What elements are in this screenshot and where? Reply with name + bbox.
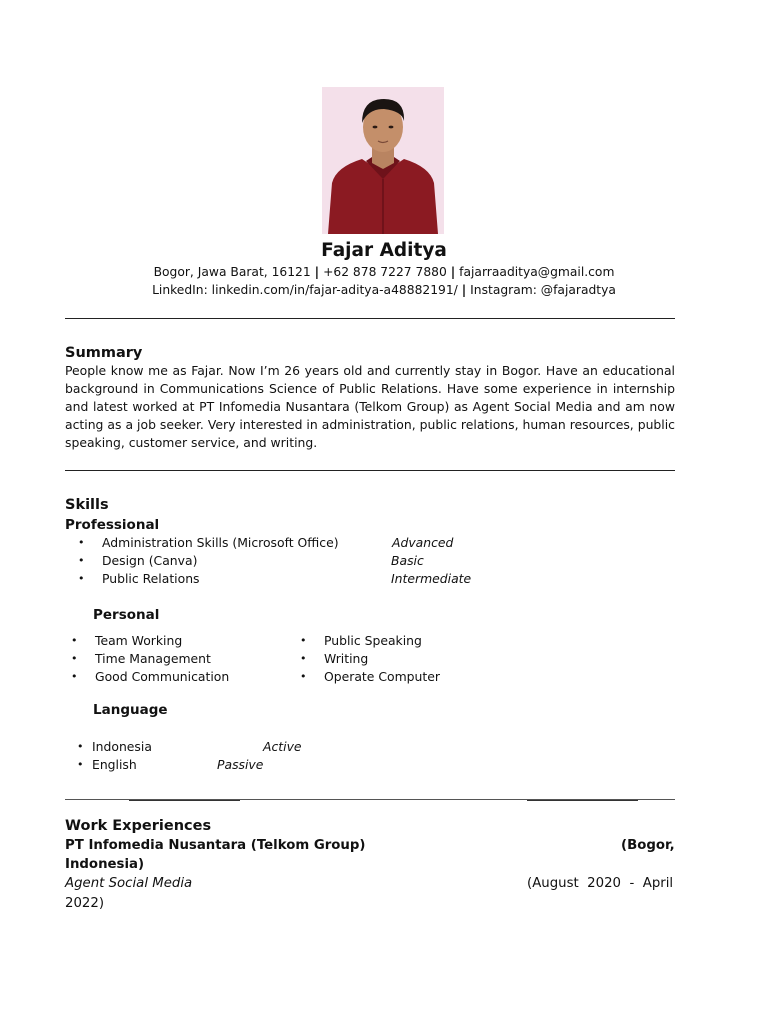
company-name: PT Infomedia Nusantara (Telkom Group) <box>65 838 366 853</box>
summary-text: People know me as Fajar. Now I’m 26 years old and currently stay in Bogor. Have an educational background in Communications Science of Public Relations. Have some experience in internship and latest worked at PT Infomedia Nusantara (Telkom Group) as Agent Social Media and am now acting as a job seeker. Very interested in administration, public relations, human resources, public speaking, customer service, and writing. <box>65 363 675 450</box>
work-heading: Work Experiences <box>65 818 212 834</box>
professional-skill-level: Advanced <box>392 535 454 550</box>
professional-skill-level: Intermediate <box>391 571 472 586</box>
section-divider <box>65 318 675 319</box>
professional-skill-level: Basic <box>391 553 424 568</box>
section-divider-accent <box>527 800 638 801</box>
personal-skill: Team Working <box>95 633 183 648</box>
language-heading: Language <box>93 702 168 718</box>
contact-separator: | <box>314 265 320 279</box>
language-level: Passive <box>217 757 264 772</box>
bullet-icon: • <box>78 536 85 549</box>
bullet-icon: • <box>71 670 78 683</box>
bullet-icon: • <box>300 670 307 683</box>
professional-skill-name: Design (Canva) <box>102 553 198 568</box>
personal-skill: Operate Computer <box>324 669 440 684</box>
professional-skill-name: Public Relations <box>102 571 200 586</box>
work-location-cont: Indonesia) <box>65 857 145 872</box>
linkedin-text: LinkedIn: linkedin.com/in/fajar-aditya-a48882191/ <box>152 283 458 297</box>
summary-heading: Summary <box>65 345 143 361</box>
instagram-text: Instagram: @fajaradtya <box>470 283 616 297</box>
location-text: Bogor, Jawa Barat, 16121 <box>153 265 311 279</box>
contact-separator: | <box>461 283 467 297</box>
work-location: (Bogor, <box>621 838 675 853</box>
contact-separator: | <box>450 265 456 279</box>
contact-line-social <box>0 281 768 299</box>
bullet-icon: • <box>77 740 84 753</box>
phone-text: +62 878 7227 7880 <box>323 265 447 279</box>
personal-skill: Good Communication <box>95 669 230 684</box>
work-period-cont: 2022) <box>65 896 105 911</box>
job-title: Agent Social Media <box>65 876 193 891</box>
bullet-icon: • <box>77 758 84 771</box>
profile-photo-illustration <box>322 87 444 234</box>
contact-line-primary <box>0 263 768 281</box>
personal-skill: Public Speaking <box>324 633 422 648</box>
bullet-icon: • <box>71 652 78 665</box>
section-divider-accent <box>129 800 240 801</box>
profile-photo <box>322 87 444 234</box>
language-name: English <box>92 757 137 772</box>
language-level: Active <box>263 739 302 754</box>
bullet-icon: • <box>300 634 307 647</box>
personal-heading: Personal <box>93 607 160 623</box>
personal-skill: Writing <box>324 651 369 666</box>
professional-skill-name: Administration Skills (Microsoft Office) <box>102 535 339 550</box>
bullet-icon: • <box>78 554 85 567</box>
work-period: (August 2020 - April <box>527 876 674 891</box>
language-name: Indonesia <box>92 739 152 754</box>
skills-heading: Skills <box>65 497 109 513</box>
section-divider <box>65 470 675 471</box>
bullet-icon: • <box>300 652 307 665</box>
email-text: fajarraaditya@gmail.com <box>459 265 615 279</box>
bullet-icon: • <box>78 572 85 585</box>
candidate-name: Fajar Aditya <box>321 240 447 261</box>
professional-heading: Professional <box>65 517 160 533</box>
bullet-icon: • <box>71 634 78 647</box>
personal-skill: Time Management <box>95 651 211 666</box>
